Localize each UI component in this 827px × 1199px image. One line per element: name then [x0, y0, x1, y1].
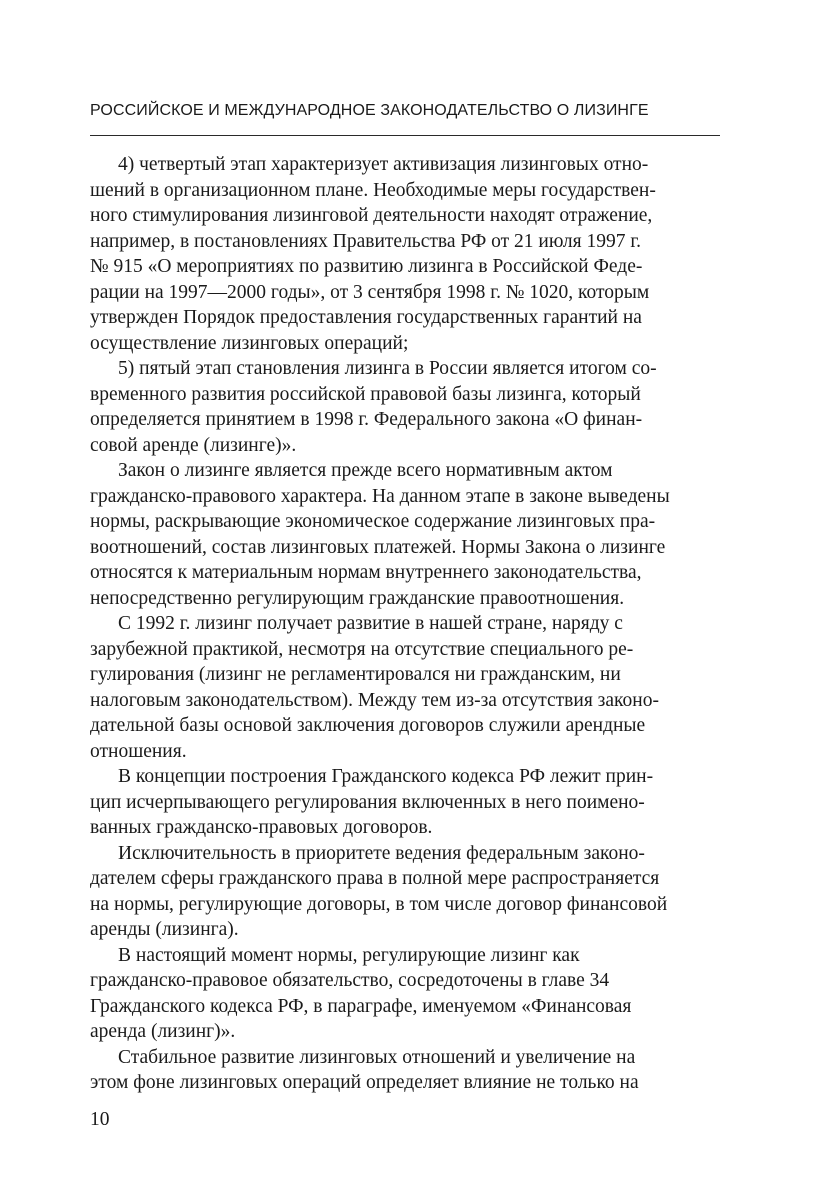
page-number: 10	[90, 1109, 110, 1130]
paragraph-since-1992: С 1992 г. лизинг получает развитие в нашей стране, наряду с зарубежной практикой, несмотря на отсутствие специального ре- гулирования (лизинг не регламентировался ни гражданским, ни налоговым законодательством). Между тем из-за отсутствия законо- дательной базы основой заключения договоров служили арендные отношения.	[90, 613, 659, 762]
paragraph-stable-development: Стабильное развитие лизинговых отношений и увеличение на этом фоне лизинговых операций определяет влияние не только на	[90, 1046, 639, 1093]
paragraph-stage-4: 4) четвертый этап характеризует активизация лизинговых отно- шений в организационном плане. Необходимые меры государствен- ного стимулирования лизинговой деятельности находят отражение, например, в постановлениях Правительства РФ от 21 июля 1997 г. № 915 «О мероприятиях по развитию лизинга в Российской Феде- рации на 1997—2000 годы», от 3 сентября 1998 г. № 1020, которым утвержден Порядок предоставления государственных гарантий на осуществление лизинговых операций;	[90, 154, 656, 354]
paragraph-stage-5: 5) пятый этап становления лизинга в России является итогом со- временного развития российской правовой базы лизинга, который определяется принятием в 1998 г. Федерального закона «О финан- совой аренде (лизинге)».	[90, 358, 657, 456]
body-text	[90, 152, 720, 1096]
running-header: РОССИЙСКОЕ И МЕЖДУНАРОДНОЕ ЗАКОНОДАТЕЛЬСТВО О ЛИЗИНГЕ	[90, 102, 649, 119]
header-divider	[90, 135, 720, 136]
paragraph-leasing-law: Закон о лизинге является прежде всего нормативным актом гражданско-правового характера. На данном этапе в законе выведены нормы, раскрывающие экономическое содержание лизинговых пра- воотношений, состав лизинговых платежей. Нормы Закона о лизинге относятся к материальным нормам внутреннего законодательства, непосредственно регулирующим гражданские правоотношения.	[90, 460, 670, 609]
paragraph-chapter-34: В настоящий момент нормы, регулирующие лизинг как гражданско-правовое обязательство, сосредоточены в главе 34 Гражданского кодекса РФ, в параграфе, именуемом «Финансовая аренда (лизинг)».	[90, 944, 632, 1042]
paragraph-exclusivity: Исключительность в приоритете ведения федеральным законо- дателем сферы гражданского права в полной мере распространяется на нормы, регулирующие договоры, в том числе договор финансовой аренды (лизинга).	[90, 842, 668, 940]
paragraph-civil-code-concept: В концепции построения Гражданского кодекса РФ лежит прин- цип исчерпывающего регулирования включенных в него поимено- ванных гражданско-правовых договоров.	[90, 766, 654, 838]
